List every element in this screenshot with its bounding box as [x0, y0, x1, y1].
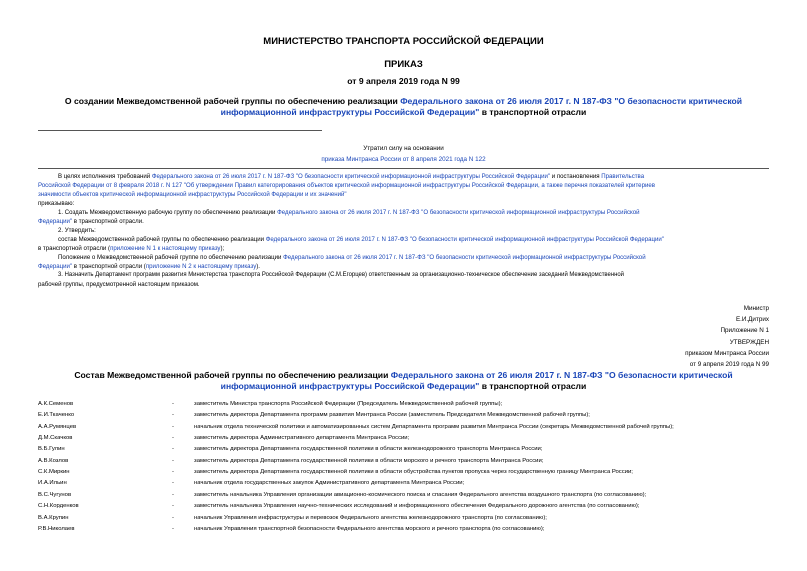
status-note-link[interactable]: приказа Минтранса России от 8 апреля 2021 года N 122 — [321, 156, 486, 163]
paragraph-2-line1 — [38, 208, 769, 217]
p5-law-link[interactable]: Федерального закона от 26 июля 2017 г. N 187-ФЗ "О безопасности критической информационной инфраструктуры Российской — [283, 254, 646, 261]
paragraph-1-line2[interactable]: Российской Федерации от 8 февраля 2018 г. N 127 "Об утверждении Правил категорирования объектов критической информационной инфраструктуры Российской Федерации, а также перечня показателей критериев — [38, 182, 655, 189]
p4-text-b: в транспортной отрасли ( — [38, 245, 111, 252]
member-dash: - — [172, 423, 174, 430]
paragraph-1-line3[interactable]: значимости объектов критической информационной инфраструктуры Российской Федерации и их значений" — [38, 191, 347, 198]
member-name: А.К.Семенов — [38, 401, 74, 407]
divider-long — [38, 168, 769, 169]
p5-text-b: в транспортной отрасли ( — [72, 263, 146, 270]
order-word: приказываю: — [38, 200, 75, 207]
member-role: начальник отдела государственных закупок Административного департамента Минтранса России; — [194, 480, 465, 487]
member-name: В.С.Чугунов — [38, 491, 72, 498]
appendix-approved: УТВЕРЖДЕН — [729, 339, 769, 346]
member-name: Е.И.Ткаченко — [38, 412, 75, 419]
p4-text-a: состав Межведомственной рабочей группы по обеспечению реализации — [58, 236, 266, 243]
member-name: А.В.Козлов — [38, 457, 69, 464]
member-role: заместитель директора Департамента программ развития Минтранса России (заместитель Председателя Межведомственной рабочей группы); — [194, 412, 590, 419]
p2-law-link-cont[interactable]: Федерации" — [38, 218, 73, 225]
member-row — [38, 424, 778, 434]
p1-text-a: В целях исполнения требований — [58, 173, 152, 180]
member-row — [38, 401, 778, 411]
member-dash: - — [172, 514, 174, 521]
paragraph-4-line1 — [38, 235, 769, 244]
member-role: заместитель директора Департамента государственной политики в области железнодорожного транспорта Минтранса России; — [194, 446, 543, 453]
paragraph-6-line2: рабочей группы, предусмотренной настоящим приказом. — [38, 281, 200, 288]
member-dash: - — [172, 525, 174, 532]
appendix-title-suffix: в транспортной отрасли — [479, 381, 587, 391]
p5-law-link-cont[interactable]: Федерации" — [38, 263, 73, 270]
member-name: А.А.Румянцев — [38, 423, 77, 430]
member-dash: - — [172, 435, 174, 442]
paragraph-1-line1 — [38, 172, 769, 181]
paragraph-4-line2 — [38, 244, 769, 253]
member-dash: - — [172, 480, 174, 487]
document-title-line1 — [0, 96, 807, 106]
p4-law-link[interactable]: Федерального закона от 26 июля 2017 г. N 187-ФЗ "О безопасности критической информационной инфраструктуры Российской Федерации" — [265, 236, 664, 243]
status-note-text: Утратил силу на основании — [363, 145, 444, 152]
appendix-title-law-link[interactable]: Федерального закона от 26 июля 2017 г. N 187-ФЗ "О безопасности критической — [390, 370, 733, 380]
member-name: И.А.Ильин — [38, 480, 67, 487]
p1-decree-link[interactable]: Правительства — [601, 173, 645, 180]
member-role: заместитель директора Департамента государственной политики в области морского и речного транспорта Минтранса России; — [194, 457, 544, 464]
paragraph-3: 2. Утвердить: — [58, 227, 96, 234]
member-dash: - — [172, 457, 174, 464]
p4-text-c: ); — [220, 245, 225, 252]
signature-position: Министр — [743, 305, 769, 312]
member-row — [38, 503, 778, 513]
member-name: С.К.Миркин — [38, 469, 70, 476]
member-dash: - — [172, 446, 174, 453]
member-row — [38, 492, 778, 502]
member-row — [38, 469, 778, 479]
member-dash: - — [172, 401, 174, 407]
appendix-by-order: приказом Минтранса России — [685, 350, 769, 357]
member-row — [38, 458, 778, 468]
paragraph-5-line1 — [38, 253, 769, 262]
member-role: заместитель директора Административного департамента Минтранса России; — [194, 435, 410, 442]
member-row — [38, 435, 778, 445]
signature-name: Е.И.Дитрих — [735, 316, 769, 323]
member-role: заместитель начальника Управления организации авиационно-космического поиска и спасания Федерального агентства воздушного транспорта (по согласованию); — [194, 491, 647, 498]
member-row — [38, 412, 778, 422]
p5-text-c: ). — [256, 263, 260, 270]
member-name: Р.В.Николаев — [38, 525, 75, 532]
appendix-label: Приложение N 1 — [720, 327, 769, 334]
title-suffix: в транспортной отрасли — [479, 107, 587, 117]
title-law-link[interactable]: Федерального закона от 26 июля 2017 г. N 187-ФЗ "О безопасности критической — [400, 96, 743, 106]
p2-law-link[interactable]: Федерального закона от 26 июля 2017 г. N 187-ФЗ "О безопасности критической информационной инфраструктуры Российской — [277, 209, 640, 216]
paragraph-2-line2 — [38, 217, 769, 226]
ministry-title: МИНИСТЕРСТВО ТРАНСПОРТА РОССИЙСКОЙ ФЕДЕРАЦИИ — [263, 36, 544, 47]
member-role: начальник Управления инфраструктуры и перевозок Федерального агентства железнодорожного транспорта (по согласованию); — [194, 514, 547, 521]
appendix-2-link[interactable]: приложение N 2 к настоящему приказу — [145, 263, 257, 270]
p2-text-a: 1. Создать Межведомственную рабочую группу по обеспечению реализации — [58, 209, 278, 216]
member-role: заместитель начальника Управления научно-технических исследований и информационного обеспечения Федерального дорожного агентства (по согласованию); — [194, 503, 640, 510]
member-row — [38, 515, 778, 525]
paragraph-6-line1: 3. Назначить Департамент программ развития Министерства транспорта Российской Федерации (С.М.Егорцев) ответственным за организационно-техническое обеспечение заседаний Межведомственной — [58, 272, 624, 278]
appendix-1-link[interactable]: приложение N 1 к настоящему приказу — [110, 245, 221, 252]
title-law-link-cont[interactable]: информационной инфраструктуры Российской Федерации" — [220, 107, 480, 117]
member-dash: - — [172, 491, 174, 498]
member-name: С.Н.Корденков — [38, 503, 79, 510]
member-name: Д.М.Скачков — [38, 435, 73, 442]
member-role: начальник отдела технической политики и автоматизированных систем Департамента программ развития Минтранса России (секретарь Межведомственной рабочей группы); — [194, 423, 674, 430]
member-role: заместитель директора Департамента государственной политики в области обустройства пунктов пропуска через государственную границу Минтранса России; — [194, 469, 633, 476]
p1-law-link[interactable]: Федерального закона от 26 июля 2017 г. N 187-ФЗ "О безопасности критической информационной инфраструктуры Российской Федерации" — [151, 173, 551, 180]
member-dash: - — [172, 503, 174, 510]
document-type: ПРИКАЗ — [384, 59, 423, 70]
member-name: В.А.Крупин — [38, 514, 69, 521]
appendix-title-law-link-cont[interactable]: информационной инфраструктуры Российской Федерации" — [220, 381, 480, 391]
p5-text-a: Положение о Межведомственной рабочей группе по обеспечению реализации — [58, 254, 284, 261]
appendix-title-line1 — [0, 370, 807, 380]
document-date: от 9 апреля 2019 года N 99 — [347, 76, 460, 86]
member-dash: - — [172, 412, 174, 419]
appendix-date: от 9 апреля 2019 года N 99 — [689, 361, 769, 368]
member-role: заместитель Министра транспорта Российской Федерации (Председатель Межведомственной рабочей группы); — [194, 401, 503, 407]
member-role: начальник Управления транспортной безопасности Федерального агентства морского и речного транспорта (по согласованию); — [194, 525, 545, 532]
title-prefix: О создании Межведомственной рабочей группы по обеспечению реализации — [64, 96, 401, 106]
member-row — [38, 526, 778, 536]
p1-text-b: и постановления — [550, 173, 602, 180]
appendix-title-line2 — [0, 381, 807, 391]
appendix-title-prefix: Состав Межведомственной рабочей группы по обеспечению реализации — [74, 370, 391, 380]
p2-text-b: в транспортной отрасли. — [72, 218, 144, 225]
member-name: В.Б.Гулин — [38, 446, 65, 453]
member-row — [38, 446, 778, 456]
divider-short — [38, 130, 322, 131]
member-dash: - — [172, 469, 174, 476]
member-row — [38, 480, 778, 490]
paragraph-5-line2 — [38, 262, 769, 271]
document-title-line2 — [0, 107, 807, 117]
